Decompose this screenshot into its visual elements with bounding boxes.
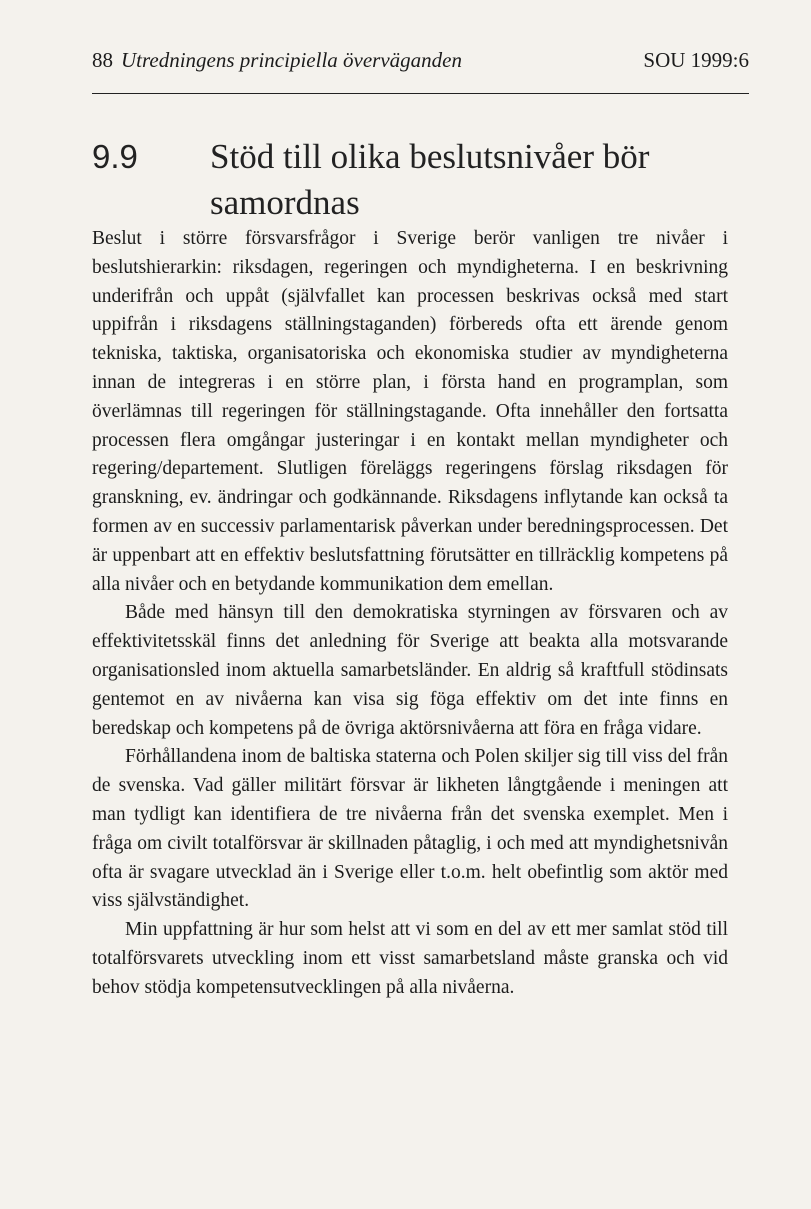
body-text: [92, 225, 728, 1003]
section-number: 9.9: [92, 138, 138, 175]
section-title: Stöd till olika beslutsnivåer bör samordnas: [210, 137, 650, 222]
header-rule: [92, 93, 749, 94]
running-title: Utredningens principiella överväganden: [121, 48, 462, 72]
running-header: [92, 48, 749, 78]
running-header-left: [92, 48, 462, 73]
paragraph-1: Beslut i större försvarsfrågor i Sverige berör vanligen tre nivåer i beslutshierarkin: riksdagen, regeringen och myndigheterna. I en beskrivning underifrån och uppåt (självfallet kan processen beskrivas också med start uppifrån i riksdagens ställningstaganden) förbereds ofta ett ärende genom tekniska, taktiska, organisatoriska och ekonomiska studier av myndigheterna innan de integreras i en större plan, i första hand en programplan, som överlämnas till regeringen för ställningstagande. Ofta innehåller den fortsatta processen flera omgångar justeringar i en kontakt mellan myndigheter och regering/departement. Slutligen föreläggs regeringens förslag riksdagen för granskning, ev. ändringar och godkännande. Riksdagens inflytande kan också ta formen av en successiv parlamentarisk påverkan under beredningsprocessen. Det är uppenbart att en effektiv beslutsfattning förutsätter en tillräcklig kompetens på alla nivåer och en betydande kommunikation dem emellan.: [92, 228, 728, 595]
paragraph-3: Förhållandena inom de baltiska staterna och Polen skiljer sig till viss del från de svenska. Vad gäller militärt försvar är likheten långtgående i meningen att man tydligt kan identifiera de tre nivåerna från det svenska exemplet. Men i fråga om civilt totalförsvar är skillnaden påtaglig, i och med att myndighetsnivån ofta är svagare utvecklad än i Sverige eller t.o.m. helt obefintlig som aktör med viss självständighet.: [92, 746, 728, 912]
paragraph-2: Både med hänsyn till den demokratiska styrningen av försvaren och av effektivitetsskäl finns det anledning för Sverige att beakta alla motsvarande organisationsled inom aktuella samarbetsländer. En aldrig så kraftfull stödinsats gentemot en av nivåerna kan visa sig föga effektiv om det inte finns en beredskap och kompetens på de övriga aktörsnivåerna att föra en fråga vidare.: [92, 602, 728, 739]
paragraph-4: Min uppfattning är hur som helst att vi som en del av ett mer samlat stöd till totalförsvarets utveckling inom ett visst samarbetsland måste granska och vid behov stödja kompetensutvecklingen på alla nivåerna.: [92, 919, 728, 998]
section-heading: [92, 134, 742, 226]
document-id: SOU 1999:6: [643, 48, 749, 72]
page-number: 88: [92, 48, 113, 72]
